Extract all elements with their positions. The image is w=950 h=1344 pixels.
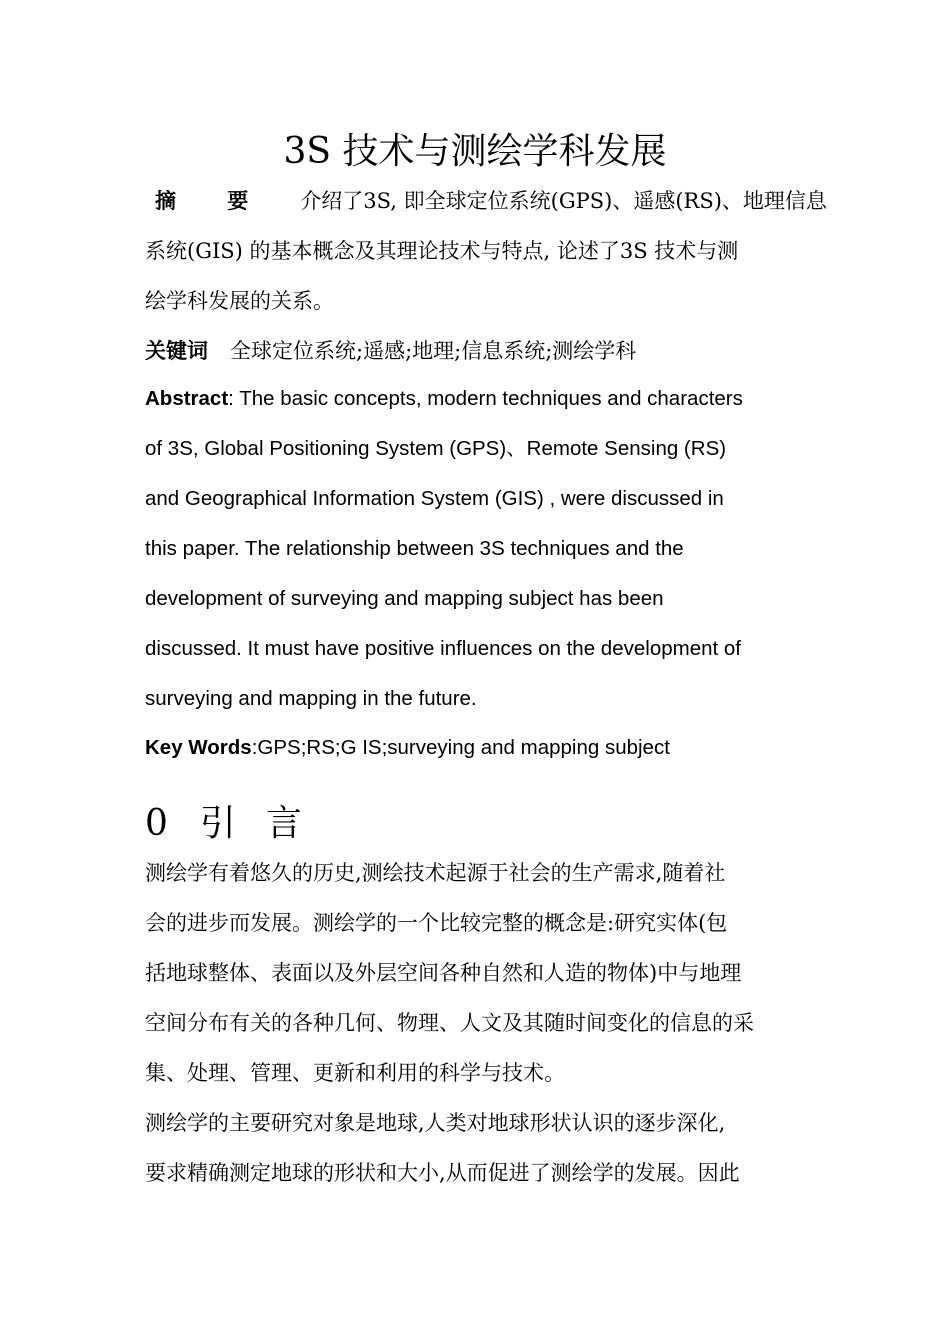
section-heading: [145, 799, 332, 849]
keywords-en-text: :GPS;RS;G IS;surveying and mapping subject: [251, 736, 670, 759]
intro-line: 会的进步而发展。测绘学的一个比较完整的概念是:研究实体(包: [145, 911, 728, 935]
abstract-zh-line: 绘学科发展的关系。: [145, 289, 334, 313]
abstract-zh-label: 摘 要: [155, 189, 271, 213]
abstract-en-line: : The basic concepts, modern techniques and characters: [228, 387, 743, 410]
abstract-en-line: discussed. It must have positive influences on the development of: [145, 637, 741, 660]
intro-line: 要求精确测定地球的形状和大小,从而促进了测绘学的发展。因此: [145, 1161, 740, 1185]
abstract-en-line: this paper. The relationship between 3S techniques and the: [145, 537, 684, 560]
intro-line: 集、处理、管理、更新和利用的科学与技术。: [145, 1061, 565, 1085]
abstract-zh-line: 介绍了3S, 即全球定位系统(GPS)、遥感(RS)、地理信息: [300, 189, 827, 213]
keywords-en-label: Key Words: [145, 736, 252, 759]
keywords-zh-label: 关键词: [145, 339, 208, 363]
abstract-en: [145, 374, 810, 724]
intro-paragraph-2: [145, 1098, 810, 1198]
keywords-zh: [145, 326, 810, 376]
paper-title: 3S 技术与测绘学科发展: [283, 131, 667, 172]
abstract-en-line: and Geographical Information System (GIS) , were discussed in: [145, 487, 724, 510]
section-number: 0: [145, 803, 168, 844]
intro-line: 测绘学有着悠久的历史,测绘技术起源于社会的生产需求,随着社: [145, 861, 726, 885]
abstract-en-line: of 3S, Global Positioning System (GPS)、Remote Sensing (RS): [145, 437, 727, 460]
abstract-zh: [145, 176, 827, 326]
keywords-zh-text: 全球定位系统;遥感;地理;信息系统;测绘学科: [230, 339, 637, 363]
section-title: 引言: [199, 803, 332, 844]
abstract-en-label: Abstract: [145, 387, 229, 410]
abstract-zh-line: 系统(GIS) 的基本概念及其理论技术与特点, 论述了3S 技术与测: [145, 239, 739, 263]
keywords-en: [145, 723, 810, 773]
intro-line: 括地球整体、表面以及外层空间各种自然和人造的物体)中与地理: [145, 961, 742, 985]
intro-paragraph-1: [145, 848, 810, 1098]
intro-line: 测绘学的主要研究对象是地球,人类对地球形状认识的逐步深化,: [145, 1111, 726, 1135]
abstract-en-line: development of surveying and mapping subject has been: [145, 587, 664, 610]
abstract-en-line: surveying and mapping in the future.: [145, 687, 477, 710]
intro-line: 空间分布有关的各种几何、物理、人文及其随时间变化的信息的采: [145, 1011, 754, 1035]
